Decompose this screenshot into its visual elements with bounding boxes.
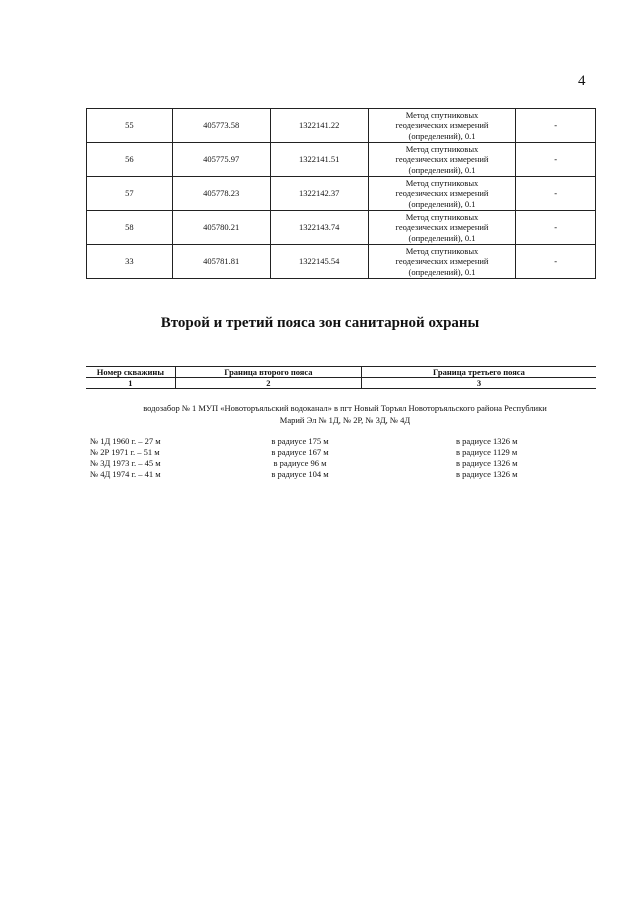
coordinate-x: 405781.81 bbox=[172, 245, 270, 279]
measurement-method bbox=[368, 177, 515, 211]
wells-list bbox=[90, 436, 600, 480]
table-index-row bbox=[86, 378, 596, 389]
method-line: Метод спутниковых bbox=[405, 245, 479, 256]
sanitary-zones-table bbox=[86, 366, 596, 389]
second-belt-radius: в радиусе 175 м bbox=[271, 436, 329, 446]
coordinates-table bbox=[86, 108, 596, 279]
table-row bbox=[87, 211, 596, 245]
method-line: Метод спутниковых bbox=[405, 143, 479, 154]
second-belt-radius: в радиусе 167 м bbox=[271, 447, 329, 457]
column-index: 2 bbox=[175, 378, 361, 389]
note-cell: - bbox=[516, 143, 596, 177]
coordinate-x: 405778.23 bbox=[172, 177, 270, 211]
intake-line: водозабор № 1 МУП «Новоторъяльский водоканал» в пгт Новый Торъял Новоторъяльского района Республики bbox=[143, 403, 547, 413]
measurement-method bbox=[368, 143, 515, 177]
note-cell: - bbox=[516, 245, 596, 279]
list-item bbox=[90, 458, 600, 469]
method-line: Метод спутниковых bbox=[405, 109, 479, 120]
note-cell: - bbox=[516, 177, 596, 211]
second-belt-radius: в радиусе 96 м bbox=[273, 458, 327, 468]
point-number: 56 bbox=[87, 143, 173, 177]
method-line: геодезических измерений bbox=[395, 120, 489, 131]
method-line: геодезических измерений bbox=[395, 222, 489, 233]
page-number: 4 bbox=[578, 73, 586, 89]
well-name: № 2Р 1971 г. – 51 м bbox=[90, 447, 160, 457]
method-line: геодезических измерений bbox=[395, 154, 489, 165]
list-item bbox=[90, 447, 600, 458]
coordinate-y: 1322142.37 bbox=[270, 177, 368, 211]
coordinate-x: 405775.97 bbox=[172, 143, 270, 177]
column-header-third-belt: Граница третьего пояса bbox=[361, 367, 596, 378]
column-header-well-number: Номер скважины bbox=[86, 367, 175, 378]
method-line: Метод спутниковых bbox=[405, 177, 479, 188]
table-header-row bbox=[86, 367, 596, 378]
method-line: (определений), 0.1 bbox=[408, 164, 476, 175]
third-belt-radius: в радиусе 1326 м bbox=[456, 469, 518, 479]
coordinate-y: 1322141.51 bbox=[270, 143, 368, 177]
measurement-method bbox=[368, 211, 515, 245]
second-belt-radius: в радиусе 104 м bbox=[271, 469, 329, 479]
coordinate-x: 405780.21 bbox=[172, 211, 270, 245]
note-cell: - bbox=[516, 109, 596, 143]
method-line: (определений), 0.1 bbox=[408, 232, 476, 243]
coordinate-y: 1322143.74 bbox=[270, 211, 368, 245]
measurement-method bbox=[368, 245, 515, 279]
method-line: геодезических измерений bbox=[395, 256, 489, 267]
measurement-method bbox=[368, 109, 515, 143]
coordinate-y: 1322141.22 bbox=[270, 109, 368, 143]
method-line: (определений), 0.1 bbox=[408, 266, 476, 277]
well-name: № 3Д 1973 г. – 45 м bbox=[90, 458, 161, 468]
section-title: Второй и третий пояса зон санитарной охраны bbox=[160, 315, 480, 331]
list-item bbox=[90, 436, 600, 447]
method-line: геодезических измерений bbox=[395, 188, 489, 199]
point-number: 58 bbox=[87, 211, 173, 245]
point-number: 33 bbox=[87, 245, 173, 279]
table-row bbox=[87, 109, 596, 143]
third-belt-radius: в радиусе 1129 м bbox=[456, 447, 518, 457]
note-cell: - bbox=[516, 211, 596, 245]
method-line: (определений), 0.1 bbox=[408, 130, 476, 141]
point-number: 57 bbox=[87, 177, 173, 211]
point-number: 55 bbox=[87, 109, 173, 143]
third-belt-radius: в радиусе 1326 м bbox=[456, 458, 518, 468]
method-line: (определений), 0.1 bbox=[408, 198, 476, 209]
table-row bbox=[87, 177, 596, 211]
third-belt-radius: в радиусе 1326 м bbox=[456, 436, 518, 446]
column-index: 1 bbox=[86, 378, 175, 389]
table-row bbox=[87, 143, 596, 177]
well-name: № 4Д 1974 г. – 41 м bbox=[90, 469, 161, 479]
well-name: № 1Д 1960 г. – 27 м bbox=[90, 436, 161, 446]
coordinate-y: 1322145.54 bbox=[270, 245, 368, 279]
intake-line: Марий Эл № 1Д, № 2Р, № 3Д, № 4Д bbox=[279, 415, 411, 425]
water-intake-description bbox=[96, 402, 594, 426]
method-line: Метод спутниковых bbox=[405, 211, 479, 222]
column-index: 3 bbox=[361, 378, 596, 389]
coordinate-x: 405773.58 bbox=[172, 109, 270, 143]
table-row bbox=[87, 245, 596, 279]
column-header-second-belt: Граница второго пояса bbox=[175, 367, 361, 378]
list-item bbox=[90, 469, 600, 480]
